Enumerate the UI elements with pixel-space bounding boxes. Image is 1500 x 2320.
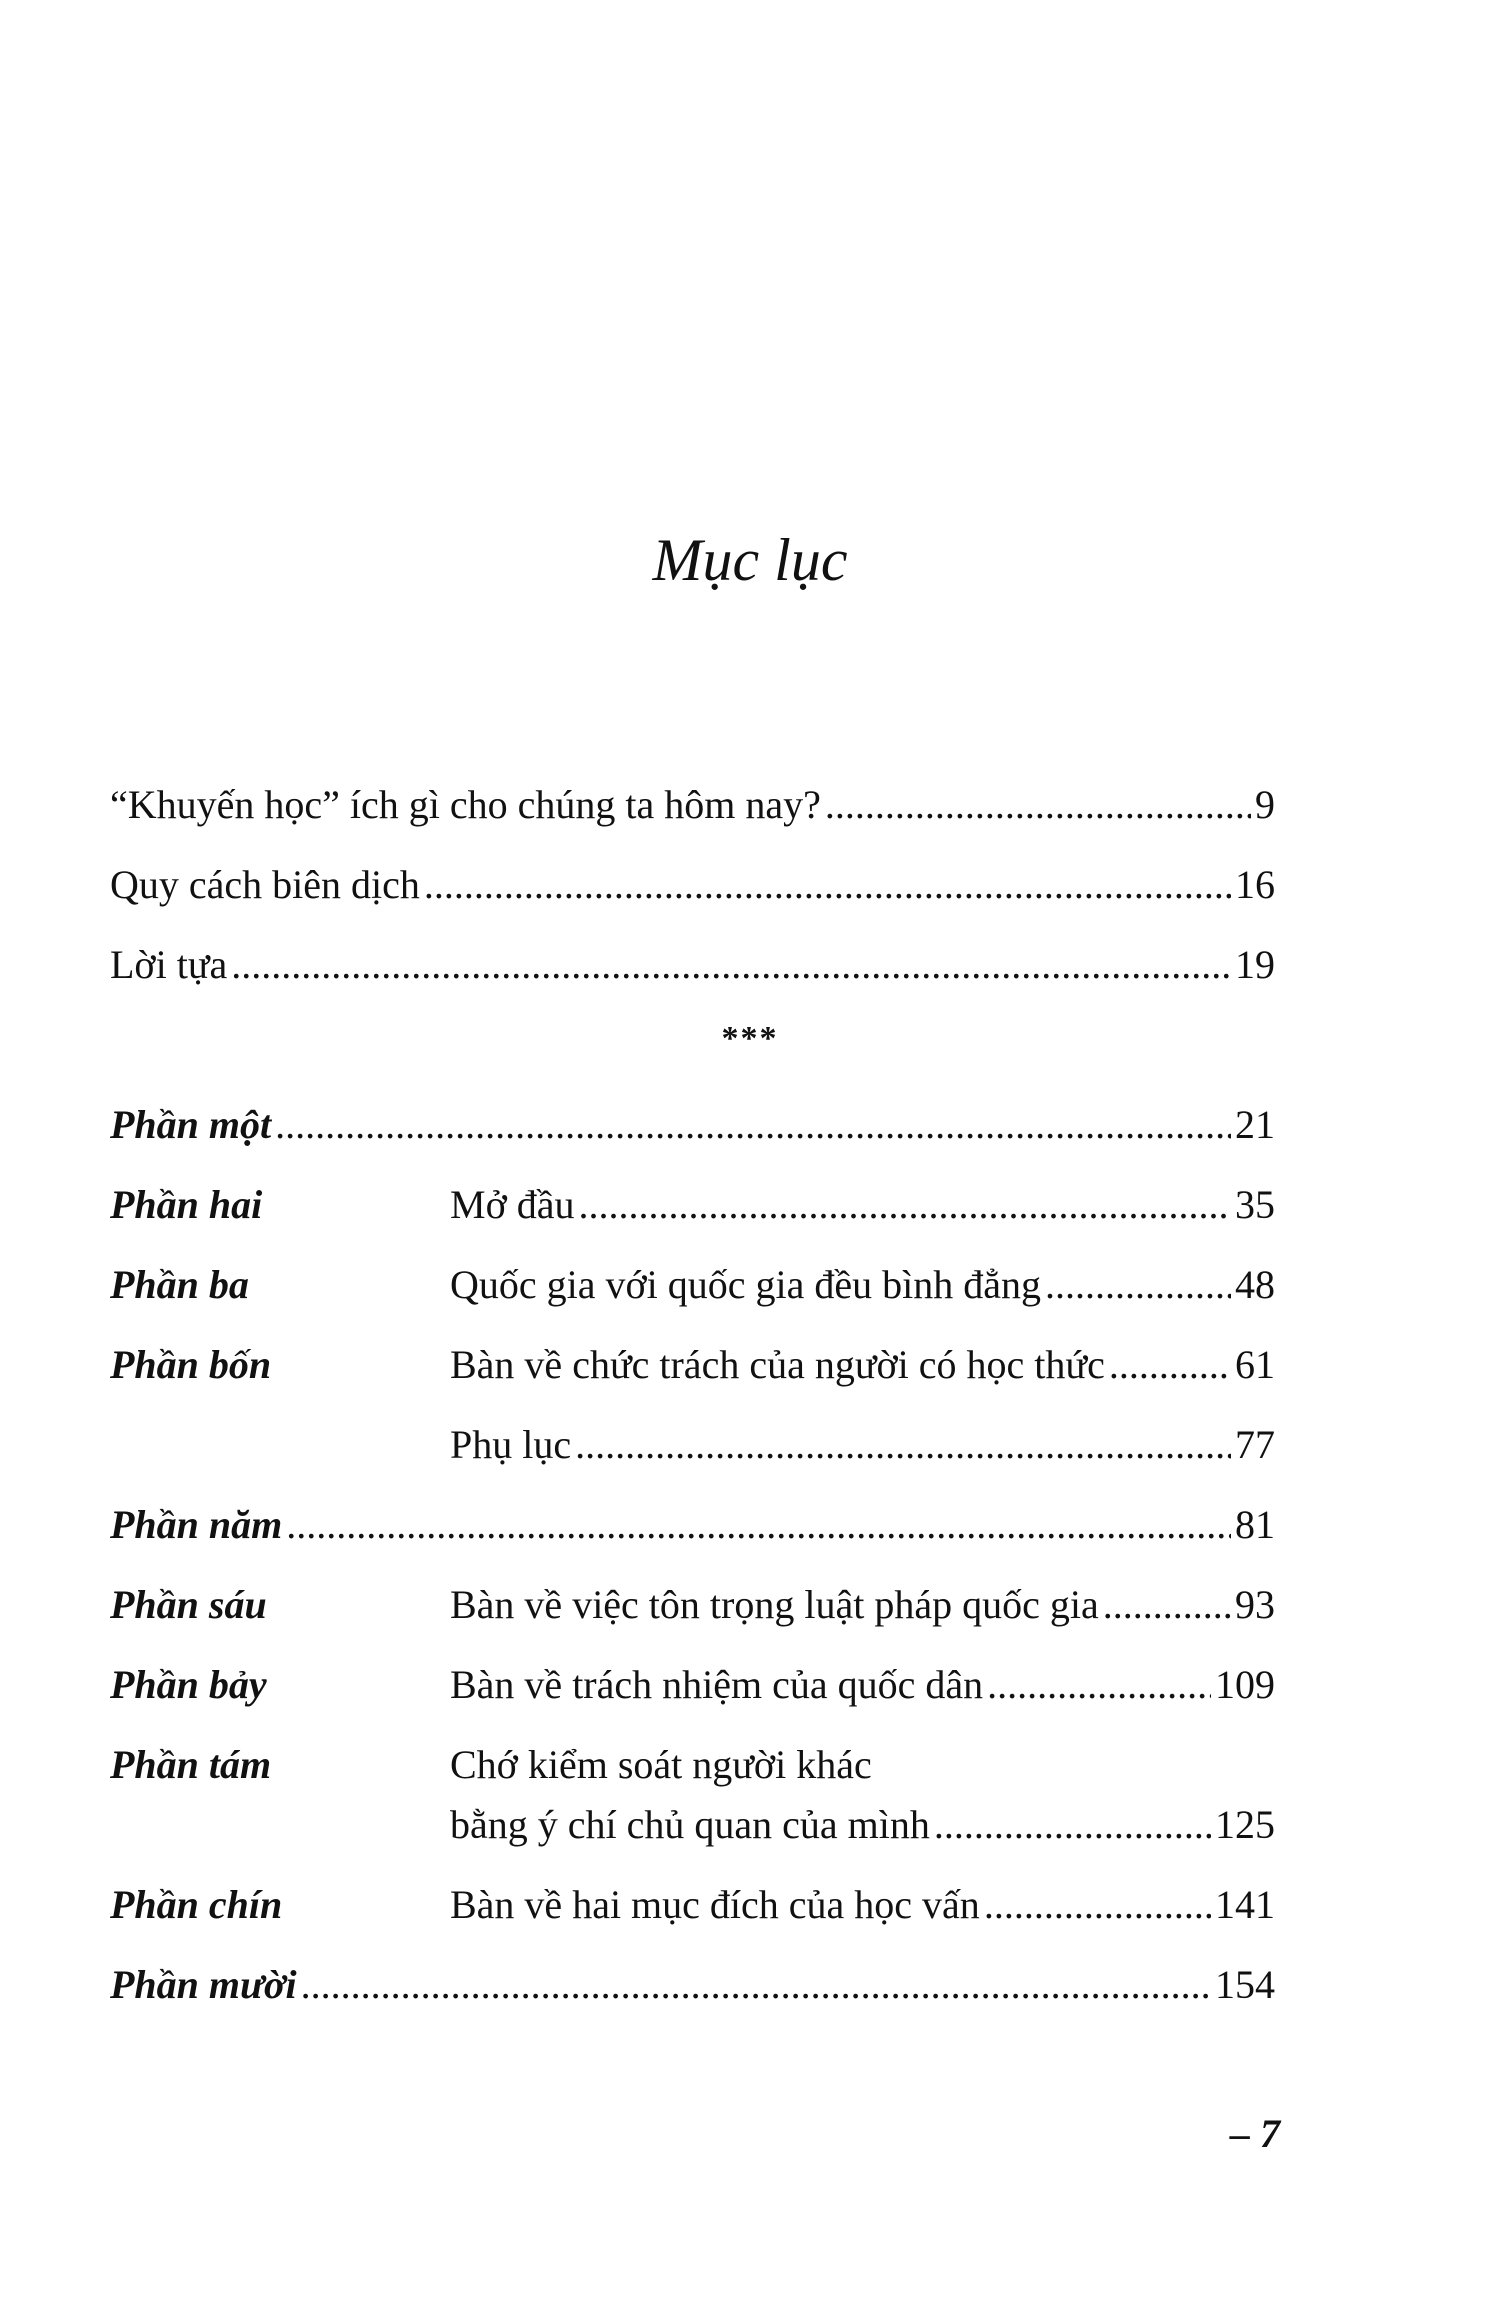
toc-part-entry-continuation — [110, 1800, 1275, 1850]
toc-entry-page: 35 — [1235, 1182, 1275, 1227]
toc-entry-label: Mở đầu — [450, 1182, 575, 1227]
toc-part-entry — [110, 1340, 1275, 1390]
toc-entry-label: Phụ lục — [450, 1422, 572, 1467]
dot-leader — [301, 1960, 1211, 2010]
part-label: Phần bốn — [110, 1342, 272, 1387]
toc-part-entry — [110, 1420, 1275, 1470]
toc-part-entry — [110, 1660, 1275, 1710]
toc-entry-label: Bàn về trách nhiệm của quốc dân — [450, 1662, 984, 1707]
toc-entry-label: Quốc gia với quốc gia đều bình đẳng — [450, 1262, 1042, 1307]
part-label: Phần hai — [110, 1182, 263, 1227]
toc-entry-label: Lời tựa — [110, 942, 228, 987]
toc-part-entry — [110, 1580, 1275, 1630]
toc-entry — [110, 860, 1275, 910]
toc-entry — [110, 940, 1275, 990]
dot-leader — [275, 1100, 1231, 1150]
toc-entry-page: 48 — [1235, 1262, 1275, 1307]
part-label: Phần năm — [110, 1502, 283, 1547]
toc-entry-page: 125 — [1215, 1802, 1275, 1847]
toc-entry-page: 77 — [1235, 1422, 1275, 1467]
dot-leader — [231, 940, 1231, 990]
toc-entry-page: 16 — [1235, 862, 1275, 907]
part-label: Phần một — [110, 1102, 272, 1147]
toc-entry-label: Quy cách biên dịch — [110, 862, 420, 907]
dot-leader — [286, 1500, 1231, 1550]
toc-part-entry — [110, 1260, 1275, 1310]
part-label: Phần bảy — [110, 1662, 267, 1707]
dot-leader — [1045, 1260, 1231, 1310]
dot-leader — [984, 1880, 1211, 1930]
toc-entry-page: 154 — [1215, 1962, 1275, 2007]
toc-part-entry — [110, 1740, 1275, 1790]
page-number: – 7 — [1230, 2111, 1280, 2156]
toc-entry-label: bằng ý chí chủ quan của mình — [450, 1802, 930, 1847]
toc-part-entry — [110, 1880, 1275, 1930]
toc-entry — [110, 780, 1275, 830]
part-label: Phần tám — [110, 1742, 272, 1787]
dot-leader — [575, 1420, 1231, 1470]
dot-leader — [825, 780, 1251, 830]
dot-leader — [934, 1800, 1211, 1850]
toc-part-entry — [110, 1180, 1275, 1230]
dot-leader — [987, 1660, 1211, 1710]
part-label: Phần sáu — [110, 1582, 267, 1627]
toc-entry-page: 81 — [1235, 1502, 1275, 1547]
toc-part-entry — [110, 1960, 1275, 2010]
dot-leader — [1109, 1340, 1231, 1390]
toc-entry-label: “Khuyến học” ích gì cho chúng ta hôm nay? — [110, 782, 821, 827]
toc-entry-page: 93 — [1235, 1582, 1275, 1627]
toc-entry-label: Chớ kiểm soát người khác — [450, 1742, 872, 1787]
dot-leader — [578, 1180, 1231, 1230]
toc-entry-page: 61 — [1235, 1342, 1275, 1387]
page-title: Mục lục — [652, 527, 848, 593]
part-label: Phần ba — [110, 1262, 249, 1307]
toc-part-entry — [110, 1500, 1275, 1550]
toc-part-entry — [110, 1100, 1275, 1150]
toc-entry-label: Bàn về việc tôn trọng luật pháp quốc gia — [450, 1582, 1099, 1627]
dot-leader — [1103, 1580, 1231, 1630]
toc-entry-page: 9 — [1255, 782, 1275, 827]
toc-entry-label: Bàn về hai mục đích của học vấn — [450, 1882, 980, 1927]
dot-leader — [424, 860, 1231, 910]
toc-entry-label: Bàn về chức trách của người có học thức — [450, 1342, 1105, 1387]
toc-entry-page: 21 — [1235, 1102, 1275, 1147]
toc-entry-page: 109 — [1215, 1662, 1275, 1707]
section-separator: *** — [721, 1020, 779, 1057]
part-label: Phần chín — [110, 1882, 283, 1927]
toc-entry-page: 19 — [1235, 942, 1275, 987]
toc-entry-page: 141 — [1215, 1882, 1275, 1927]
part-label: Phần mười — [110, 1962, 297, 2007]
